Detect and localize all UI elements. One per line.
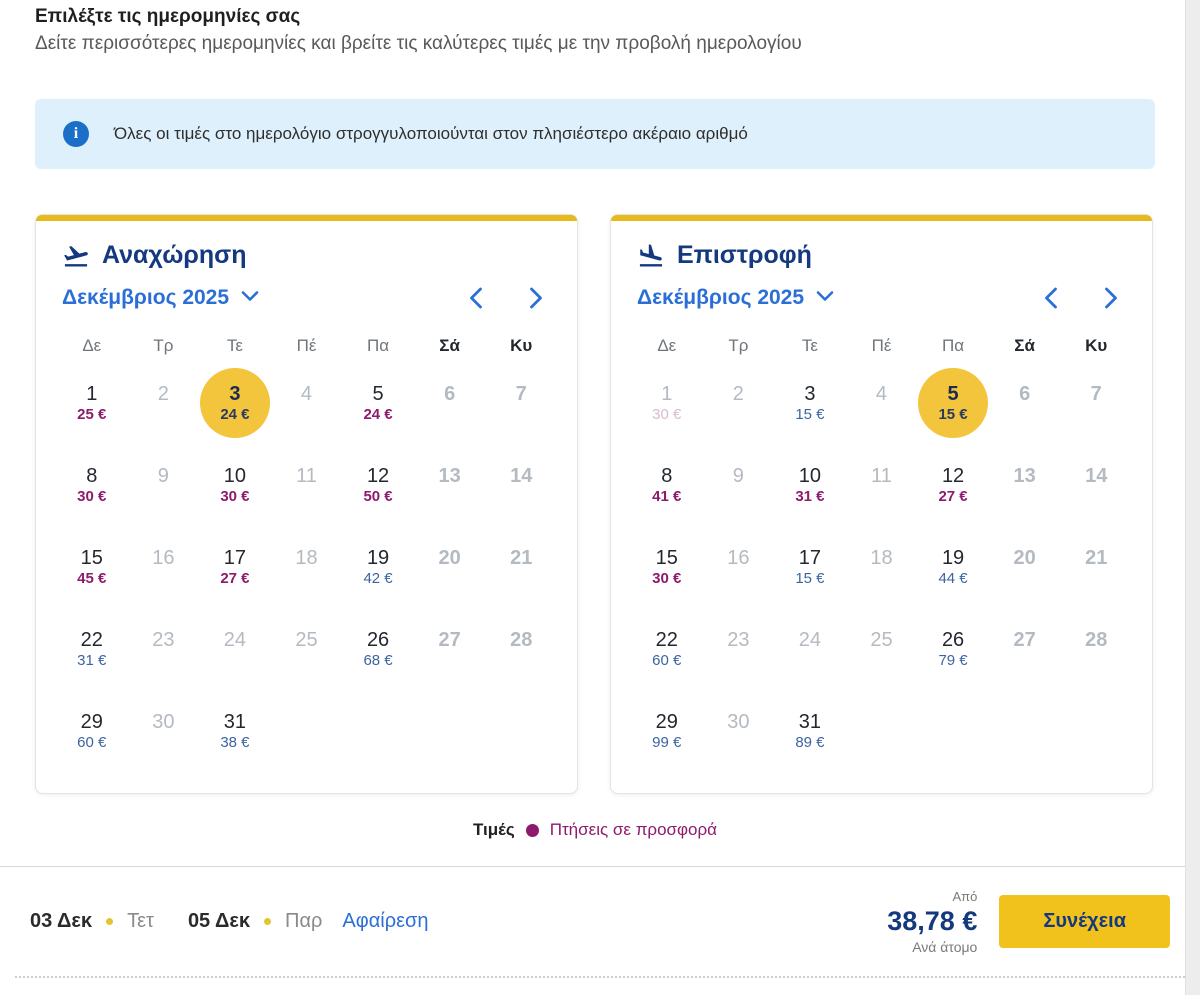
day-price: 30 € [652, 406, 682, 423]
return-weekday-label: Παρ [285, 910, 323, 932]
return-day-23 [703, 608, 775, 690]
return-day-30 [703, 690, 775, 772]
price-per-person-label: Ανά άτομο [912, 938, 978, 955]
day-price: 27 € [938, 488, 968, 505]
day-price: 27 € [220, 570, 250, 587]
total-price-block [887, 889, 977, 955]
price-from-label: Από [952, 888, 978, 904]
return-next-month-button[interactable] [1104, 287, 1118, 309]
yellow-dot-icon [264, 918, 271, 925]
day-number: 7 [1090, 383, 1102, 405]
day-price: 99 € [652, 734, 682, 751]
day-number: 29 [655, 711, 678, 733]
return-day-22[interactable] [631, 608, 703, 690]
weekday-label: Πα [367, 336, 390, 355]
day-number: 5 [947, 383, 959, 405]
day-price: 24 € [220, 406, 250, 423]
departure-day-17[interactable] [199, 526, 271, 608]
chevron-down-icon [241, 289, 259, 307]
return-day-26[interactable] [917, 608, 989, 690]
day-number: 22 [655, 629, 678, 651]
page-subtitle: Δείτε περισσότερες ημερομηνίες και βρείτε τις καλύτερες τιμές με την προβολή ημερολογίου [35, 33, 802, 54]
day-number: 3 [229, 383, 241, 405]
departure-day-grid [56, 362, 557, 772]
day-number: 6 [1019, 383, 1031, 405]
return-day-10[interactable] [774, 444, 846, 526]
departure-day-20 [414, 526, 486, 608]
day-number: 8 [661, 465, 673, 487]
flight-takeoff-icon [62, 242, 90, 270]
return-day-12[interactable] [917, 444, 989, 526]
return-prev-month-button[interactable] [1044, 287, 1058, 309]
weekday-label: Σά [1014, 336, 1035, 355]
return-day-25 [846, 608, 918, 690]
day-number: 2 [732, 383, 744, 405]
day-number: 9 [157, 465, 169, 487]
day-number: 15 [655, 547, 678, 569]
day-price: 31 € [77, 652, 107, 669]
day-price: 42 € [363, 570, 393, 587]
return-day-18 [846, 526, 918, 608]
return-day-11 [846, 444, 918, 526]
departure-day-4 [271, 362, 343, 444]
day-price: 79 € [938, 652, 968, 669]
return-day-9 [703, 444, 775, 526]
day-number: 23 [727, 629, 750, 651]
legend-title: Τιμές [472, 820, 515, 839]
day-price: 60 € [77, 734, 107, 751]
departure-month-label: Δεκέμβριος 2025 [62, 286, 230, 309]
return-day-14 [1060, 444, 1132, 526]
departure-day-30 [128, 690, 200, 772]
day-number: 15 [80, 547, 103, 569]
scrollbar-track[interactable] [1185, 0, 1200, 995]
day-number: 12 [941, 465, 965, 487]
departure-day-11 [271, 444, 343, 526]
departure-day-1[interactable] [56, 362, 128, 444]
return-day-5[interactable] [917, 362, 989, 444]
total-price: 38,78 € [887, 905, 978, 936]
departure-prev-month-button[interactable] [469, 287, 483, 309]
return-day-grid [631, 362, 1132, 772]
day-number: 26 [366, 629, 390, 651]
return-day-7 [1060, 362, 1132, 444]
selected-departure-date [30, 910, 154, 933]
day-price: 15 € [795, 406, 825, 423]
day-number: 19 [941, 547, 965, 569]
weekday-label: Πα [942, 336, 965, 355]
empty-day-cell [989, 690, 1061, 772]
return-weekday-header [631, 336, 1132, 356]
yellow-dot-icon [106, 918, 113, 925]
departure-day-24 [199, 608, 271, 690]
day-number: 3 [804, 383, 816, 405]
day-number: 10 [798, 465, 822, 487]
return-date-label: 05 Δεκ [187, 910, 251, 932]
day-number: 10 [223, 465, 247, 487]
day-price: 50 € [363, 488, 393, 505]
return-day-20 [989, 526, 1061, 608]
departure-day-28 [485, 608, 557, 690]
day-number: 4 [300, 383, 313, 405]
day-price: 38 € [220, 734, 250, 751]
summary-bar [0, 866, 1200, 978]
weekday-label: Δε [657, 336, 677, 355]
day-number: 27 [438, 629, 461, 651]
day-price: 44 € [938, 570, 968, 587]
legend-offer-label: Πτήσεις σε προσφορά [549, 820, 718, 839]
day-number: 25 [870, 629, 893, 651]
weekday-label: Κυ [1085, 336, 1108, 355]
day-number: 18 [870, 547, 893, 569]
day-number: 12 [366, 465, 390, 487]
weekday-label: Σά [439, 336, 460, 355]
weekday-label: Τε [801, 336, 818, 355]
day-number: 27 [1013, 629, 1036, 651]
return-day-6 [989, 362, 1061, 444]
day-number: 19 [366, 547, 390, 569]
day-price: 31 € [795, 488, 825, 505]
day-price: 41 € [652, 488, 682, 505]
day-number: 13 [438, 465, 461, 487]
weekday-label: Πέ [871, 336, 892, 355]
day-number: 20 [438, 547, 461, 569]
return-day-16 [703, 526, 775, 608]
day-number: 16 [727, 547, 750, 569]
page-title: Επιλέξτε τις ημερομηνίες σας [35, 6, 301, 27]
departure-day-7 [485, 362, 557, 444]
departure-day-23 [128, 608, 200, 690]
day-price: 30 € [652, 570, 682, 587]
empty-day-cell [271, 690, 343, 772]
departure-day-14 [485, 444, 557, 526]
return-day-19[interactable] [917, 526, 989, 608]
day-number: 16 [152, 547, 175, 569]
day-number: 26 [941, 629, 965, 651]
empty-day-cell [1060, 690, 1132, 772]
day-number: 9 [732, 465, 744, 487]
weekday-label: Πέ [296, 336, 317, 355]
day-number: 30 [727, 711, 750, 733]
return-day-8[interactable] [631, 444, 703, 526]
departure-day-9 [128, 444, 200, 526]
return-calendar-title: Επιστροφή [677, 241, 812, 269]
return-month-selector[interactable] [637, 286, 834, 310]
departure-weekday-header [56, 336, 557, 356]
day-number: 24 [798, 629, 822, 651]
day-number: 17 [798, 547, 822, 569]
empty-day-cell [485, 690, 557, 772]
day-number: 23 [152, 629, 175, 651]
day-price: 24 € [363, 406, 393, 423]
return-calendar-card [610, 214, 1153, 794]
day-number: 21 [510, 547, 533, 569]
departure-day-26[interactable] [342, 608, 414, 690]
return-day-28 [1060, 608, 1132, 690]
day-number: 31 [223, 711, 247, 733]
day-number: 28 [510, 629, 533, 651]
weekday-label: Τρ [153, 336, 174, 355]
return-day-31[interactable] [774, 690, 846, 772]
departure-weekday-label: Τετ [127, 910, 154, 932]
day-number: 5 [372, 383, 384, 405]
info-banner-text: Όλες οι τιμές στο ημερολόγιο στρογγυλοποιούνται στον πλησιέστερο ακέραιο αριθμό [114, 124, 748, 143]
day-number: 8 [86, 465, 98, 487]
day-number: 7 [515, 383, 527, 405]
day-price: 25 € [77, 406, 107, 423]
departure-day-2 [128, 362, 200, 444]
return-day-2 [703, 362, 775, 444]
day-price: 45 € [77, 570, 107, 587]
day-number: 11 [296, 465, 317, 487]
remove-dates-link[interactable]: Αφαίρεση [342, 910, 429, 932]
flight-land-icon [637, 242, 665, 270]
day-number: 24 [223, 629, 247, 651]
weekday-label: Κυ [510, 336, 533, 355]
day-number: 31 [798, 711, 822, 733]
empty-day-cell [846, 690, 918, 772]
chevron-down-icon [816, 289, 834, 307]
departure-day-21 [485, 526, 557, 608]
weekday-label: Τρ [728, 336, 749, 355]
return-day-15[interactable] [631, 526, 703, 608]
departure-day-16 [128, 526, 200, 608]
departure-day-18 [271, 526, 343, 608]
day-number: 1 [86, 383, 98, 405]
day-number: 14 [510, 465, 533, 487]
day-price: 68 € [363, 652, 393, 669]
departure-day-6 [414, 362, 486, 444]
departure-day-27 [414, 608, 486, 690]
return-day-3[interactable] [774, 362, 846, 444]
empty-day-cell [917, 690, 989, 772]
departure-day-31[interactable] [199, 690, 271, 772]
weekday-label: Δε [82, 336, 102, 355]
day-price: 15 € [795, 570, 825, 587]
dotted-divider [15, 976, 1185, 978]
info-banner [35, 99, 1155, 169]
departure-day-10[interactable] [199, 444, 271, 526]
departure-next-month-button[interactable] [529, 287, 543, 309]
day-price: 89 € [795, 734, 825, 751]
day-price: 15 € [938, 406, 968, 423]
weekday-label: Τε [226, 336, 243, 355]
departure-day-22[interactable] [56, 608, 128, 690]
departure-calendar-card [35, 214, 578, 794]
departure-day-8[interactable] [56, 444, 128, 526]
day-number: 28 [1085, 629, 1108, 651]
day-number: 6 [444, 383, 456, 405]
info-icon: i [63, 121, 89, 147]
return-day-24 [774, 608, 846, 690]
departure-day-12[interactable] [342, 444, 414, 526]
day-number: 17 [223, 547, 247, 569]
departure-day-5[interactable] [342, 362, 414, 444]
continue-button[interactable]: Συνέχεια [999, 895, 1170, 948]
selected-return-date [188, 910, 322, 933]
day-number: 2 [157, 383, 169, 405]
return-day-29[interactable] [631, 690, 703, 772]
departure-date-label: 03 Δεκ [30, 910, 93, 932]
day-price: 60 € [652, 652, 682, 669]
return-day-21 [1060, 526, 1132, 608]
return-day-17[interactable] [774, 526, 846, 608]
day-number: 29 [80, 711, 103, 733]
return-day-4 [846, 362, 918, 444]
departure-day-29[interactable] [56, 690, 128, 772]
departure-month-selector[interactable] [62, 286, 259, 310]
day-number: 25 [295, 629, 318, 651]
empty-day-cell [414, 690, 486, 772]
day-number: 13 [1013, 465, 1036, 487]
departure-day-25 [271, 608, 343, 690]
departure-calendar-title: Αναχώρηση [102, 241, 247, 269]
departure-day-19[interactable] [342, 526, 414, 608]
day-number: 11 [871, 465, 892, 487]
day-number: 20 [1013, 547, 1036, 569]
day-number: 1 [661, 383, 673, 405]
return-day-1 [631, 362, 703, 444]
return-day-27 [989, 608, 1061, 690]
day-number: 4 [875, 383, 888, 405]
return-month-label: Δεκέμβριος 2025 [637, 286, 805, 309]
day-price: 30 € [220, 488, 250, 505]
day-number: 18 [295, 547, 318, 569]
calendar-view [35, 0, 1155, 840]
departure-day-3[interactable] [199, 362, 271, 444]
departure-day-13 [414, 444, 486, 526]
departure-day-15[interactable] [56, 526, 128, 608]
day-price: 30 € [77, 488, 107, 505]
day-number: 14 [1085, 465, 1108, 487]
return-day-13 [989, 444, 1061, 526]
day-number: 21 [1085, 547, 1108, 569]
day-number: 22 [80, 629, 103, 651]
empty-day-cell [342, 690, 414, 772]
price-legend [35, 820, 1155, 840]
offer-dot-icon [526, 824, 539, 837]
day-number: 30 [152, 711, 175, 733]
